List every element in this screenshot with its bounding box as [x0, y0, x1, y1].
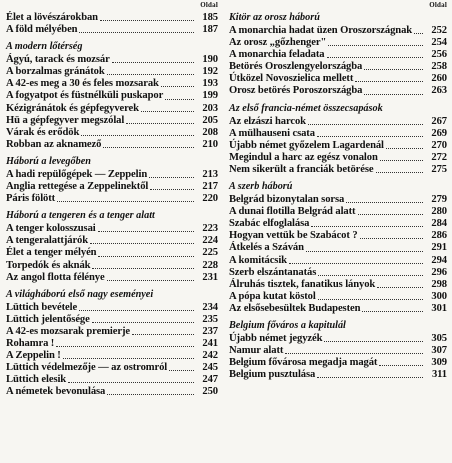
page-number: 291: [431, 242, 447, 254]
entry-title: Az elzászi harcok: [229, 115, 306, 127]
dot-leader: [346, 201, 423, 203]
page-number: 199: [202, 90, 218, 102]
page-number: 210: [202, 138, 218, 150]
entry-title: A fogyatpot és füstnélküli puskapor: [6, 90, 164, 102]
entry-title: A 42-es mozsarak premierje: [6, 325, 130, 337]
toc-entry: [6, 181, 218, 193]
toc-entry: [6, 302, 218, 314]
page-number: 254: [431, 37, 447, 49]
dot-leader: [377, 286, 423, 288]
entry-title: Belgrád bizonytalan sorsa: [229, 194, 345, 206]
toc-entry: [6, 247, 218, 259]
section-heading: A modern lőtérség: [6, 41, 83, 53]
entry-title: Páris fölött: [6, 193, 56, 205]
entry-title: Torpedók és aknák: [6, 259, 91, 271]
page-number: 301: [431, 302, 447, 314]
entry-title: Álruhás tisztek, fanatikus lányok: [229, 278, 376, 290]
toc-entry: [229, 369, 447, 381]
dot-leader: [126, 122, 194, 124]
dot-leader: [364, 68, 423, 70]
entry-title: Belgium fővárosa megadja magát: [229, 357, 378, 369]
entry-title: Kézigránátok és gépfegyverek: [6, 102, 139, 114]
toc-entry: [229, 152, 447, 164]
page-number: 311: [431, 369, 447, 381]
entry-title: Megindul a harc az egész vonalon: [229, 151, 378, 163]
toc-entry: [6, 24, 218, 36]
dot-leader: [414, 32, 423, 34]
dot-leader: [386, 147, 423, 149]
page-number: 298: [431, 278, 447, 290]
dot-leader: [165, 98, 194, 100]
page-number: 280: [431, 206, 447, 218]
page-column-header: Oldal: [200, 1, 218, 9]
page-number: 269: [431, 127, 447, 139]
toc-entry: [229, 73, 447, 85]
entry-title: Lüttich védelmezője — az ostromról: [6, 362, 168, 374]
page-number: 193: [202, 78, 218, 90]
entry-title: A monarchia feladata: [229, 49, 325, 61]
page-number: 275: [431, 163, 447, 175]
toc-entry: [229, 230, 447, 242]
entry-title: Útközel Novoszielica mellett: [229, 73, 354, 85]
dot-leader: [318, 298, 423, 300]
dot-leader: [169, 369, 194, 371]
section-heading: Az első francia-német összecsapások: [229, 102, 383, 114]
dot-leader: [98, 255, 194, 257]
toc-entry: [229, 49, 447, 61]
page-number: 241: [202, 337, 218, 349]
toc-entry: [229, 85, 447, 97]
page-number: 250: [202, 386, 218, 398]
toc-entry: [229, 291, 447, 303]
entry-title: A komitácsik: [229, 254, 287, 266]
toc-entry: [6, 338, 218, 350]
entry-title: A Zeppelin !: [6, 350, 61, 362]
toc-entry: [229, 279, 447, 291]
dot-leader: [68, 381, 194, 383]
page-number: 270: [431, 139, 447, 151]
dot-leader: [141, 110, 194, 112]
page-number: 235: [202, 313, 218, 325]
dot-leader: [362, 310, 423, 312]
entry-title: Hü a gépfegyver megszólal: [6, 114, 125, 126]
toc-sections: [229, 12, 447, 381]
page-number: 208: [202, 126, 218, 138]
dot-leader: [317, 135, 423, 137]
dot-leader: [324, 340, 423, 342]
page-number: 279: [431, 194, 447, 206]
entry-title: Élet a lövészárokban: [6, 12, 98, 23]
entry-title: Hogyan vettük be Szabácot ?: [229, 230, 358, 242]
entry-title: Orosz betörés Poroszországba: [229, 85, 363, 97]
dot-leader: [306, 250, 423, 252]
toc-entry: [6, 115, 218, 127]
toc-entry: [6, 260, 218, 272]
page-number: 294: [431, 254, 447, 266]
dot-leader: [360, 237, 423, 239]
entry-title: Az elsősebesültek Budapesten: [229, 302, 361, 314]
page-number: 263: [431, 85, 447, 97]
dot-leader: [380, 159, 423, 161]
toc-entry: [6, 127, 218, 139]
toc-entry: [229, 333, 447, 345]
dot-leader: [98, 230, 194, 232]
entry-title: Ágyú, tarack és mozsár: [6, 54, 110, 66]
dot-leader: [63, 357, 194, 359]
dot-leader: [376, 171, 424, 173]
entry-title: A föld mélyében: [6, 24, 78, 36]
toc-column-left: [6, 0, 218, 398]
page-number: 258: [431, 61, 447, 73]
dot-leader: [150, 188, 194, 190]
toc-entry: [229, 242, 447, 254]
dot-leader: [90, 242, 194, 244]
dot-leader: [364, 93, 423, 95]
dot-leader: [355, 80, 423, 82]
entry-title: Betörés Oroszlengyelországba: [229, 61, 363, 73]
page-number: 300: [431, 290, 447, 302]
dot-leader: [161, 85, 194, 87]
page-number: 203: [202, 102, 218, 114]
page-number: 187: [202, 24, 218, 36]
toc-entry: [6, 54, 218, 66]
toc-entry: [6, 66, 218, 78]
page-number: 224: [202, 235, 218, 247]
page-number: 192: [202, 66, 218, 78]
toc-column-right: [229, 0, 447, 381]
page-number: 231: [202, 271, 218, 283]
dot-leader: [107, 279, 194, 281]
entry-title: A hadi repülőgépek — Zeppelin: [6, 168, 148, 180]
toc-entry: [6, 78, 218, 90]
entry-title: Rohamra !: [6, 337, 55, 349]
entry-title: Szerb elszántanatás: [229, 266, 317, 278]
page-number: 205: [202, 114, 218, 126]
toc-entry: [229, 255, 447, 267]
toc-entry: [6, 272, 218, 284]
section-heading: Háború a tengeren és a tenger alatt: [6, 210, 155, 222]
dot-leader: [79, 31, 194, 33]
entry-title: A 42-es meg a 30 és feles mozsarak: [6, 78, 159, 90]
dot-leader: [285, 352, 423, 354]
section-heading: Kitör az orosz háború: [229, 12, 320, 23]
toc-entry: [6, 326, 218, 338]
page-number: 305: [431, 332, 447, 344]
page-number: 213: [202, 168, 218, 180]
toc-entry: [229, 164, 447, 176]
toc-entry: [229, 37, 447, 49]
page-number: 245: [202, 362, 218, 374]
dot-leader: [358, 213, 424, 215]
entry-title: Élet a tenger mélyén: [6, 247, 97, 259]
entry-title: Az orosz „gőzhenger": [229, 37, 327, 49]
toc-entry: [6, 103, 218, 115]
dot-leader: [328, 44, 423, 46]
dot-leader: [311, 225, 423, 227]
dot-leader: [103, 146, 194, 148]
dot-leader: [92, 321, 194, 323]
toc-entry: [6, 386, 218, 398]
dot-leader: [149, 176, 194, 178]
dot-leader: [327, 56, 423, 58]
page-number: 252: [431, 25, 447, 36]
page-number: 256: [431, 49, 447, 61]
toc-entry: [6, 235, 218, 247]
toc-entry: [6, 223, 218, 235]
section-heading: Háború a levegőben: [6, 155, 91, 167]
toc-entry: [229, 357, 447, 369]
toc-entry: [229, 206, 447, 218]
dot-leader: [92, 267, 194, 269]
toc-sections: [6, 12, 218, 398]
toc-entry: [229, 25, 447, 37]
entry-title: Lüttich jelentősége: [6, 313, 90, 325]
toc-entry: [229, 128, 447, 140]
dot-leader: [112, 61, 194, 63]
page-number: 247: [202, 374, 218, 386]
page-number: 284: [431, 218, 447, 230]
entry-title: A németek bevonulása: [6, 386, 106, 398]
page-number: 228: [202, 259, 218, 271]
toc-entry: [229, 61, 447, 73]
entry-title: Anglia rettegése a Zeppelinektől: [6, 181, 149, 193]
page-number: 220: [202, 193, 218, 205]
dot-leader: [57, 200, 194, 202]
page-number: 242: [202, 350, 218, 362]
toc-entry: [229, 116, 447, 128]
entry-title: A mülhauseni csata: [229, 127, 315, 139]
toc-entry: [6, 314, 218, 326]
page-column-header: Oldal: [429, 1, 447, 9]
entry-title: A tenger kolosszusai: [6, 223, 96, 235]
dot-leader: [107, 73, 194, 75]
page-number: 260: [431, 73, 447, 85]
entry-title: Várak és erődök: [6, 126, 80, 138]
page-number: 286: [431, 230, 447, 242]
dot-leader: [317, 376, 423, 378]
toc-entry: [229, 267, 447, 279]
page-number: 185: [202, 12, 218, 23]
toc-entry: [6, 12, 218, 24]
toc-entry: [6, 350, 218, 362]
page-number: 296: [431, 266, 447, 278]
page-number: 190: [202, 54, 218, 66]
page-number: 234: [202, 301, 218, 313]
entry-title: A monarchia hadat üzen Oroszországnak: [229, 25, 413, 36]
entry-title: A tengeralattjárók: [6, 235, 89, 247]
toc-entry: [6, 193, 218, 205]
section-heading: Belgium főváros a kapitulál: [229, 319, 346, 331]
dot-leader: [79, 309, 194, 311]
page-number: 267: [431, 115, 447, 127]
dot-leader: [56, 345, 194, 347]
dot-leader: [132, 333, 194, 335]
dot-leader: [107, 393, 194, 395]
dot-leader: [100, 19, 194, 21]
entry-title: Nem sikerült a franciák betörése: [229, 163, 374, 175]
entry-title: Az angol flotta félénye: [6, 271, 105, 283]
entry-title: Újabb német győzelem Lagardenál: [229, 139, 384, 151]
section-heading: A világháború első nagy eseményei: [6, 288, 154, 300]
entry-title: Átkelés a Száván: [229, 242, 304, 254]
entry-title: Lüttich bevétele: [6, 301, 78, 313]
entry-title: A borzalmas gránátok: [6, 66, 105, 78]
page-number: 272: [431, 151, 447, 163]
page-number: 223: [202, 223, 218, 235]
entry-title: Belgium pusztulása: [229, 369, 316, 381]
toc-entry: [6, 169, 218, 181]
toc-entry: [6, 139, 218, 151]
section-heading: A szerb háború: [229, 181, 293, 193]
entry-title: Szabác elfoglalása: [229, 218, 310, 230]
entry-title: A pópa kutat köstol: [229, 290, 316, 302]
page-number: 217: [202, 181, 218, 193]
toc-entry: [6, 90, 218, 102]
page-number: 307: [431, 345, 447, 357]
dot-leader: [318, 274, 423, 276]
toc-entry: [6, 362, 218, 374]
entry-title: Lüttich elesik: [6, 374, 67, 386]
page-number: 309: [431, 357, 447, 369]
page-number: 237: [202, 325, 218, 337]
toc-entry: [229, 345, 447, 357]
entry-title: Robban az aknamező: [6, 138, 102, 150]
dot-leader: [81, 134, 194, 136]
dot-leader: [379, 364, 423, 366]
entry-title: Namur alatt: [229, 345, 284, 357]
dot-leader: [308, 123, 423, 125]
toc-entry: [6, 374, 218, 386]
entry-title: A dunai flotilla Belgrád alatt: [229, 206, 356, 218]
page-number: 225: [202, 247, 218, 259]
toc-entry: [229, 194, 447, 206]
toc-entry: [229, 218, 447, 230]
dot-leader: [289, 262, 423, 264]
toc-entry: [229, 140, 447, 152]
toc-entry: [229, 303, 447, 315]
entry-title: Újabb német jegyzék: [229, 332, 323, 344]
